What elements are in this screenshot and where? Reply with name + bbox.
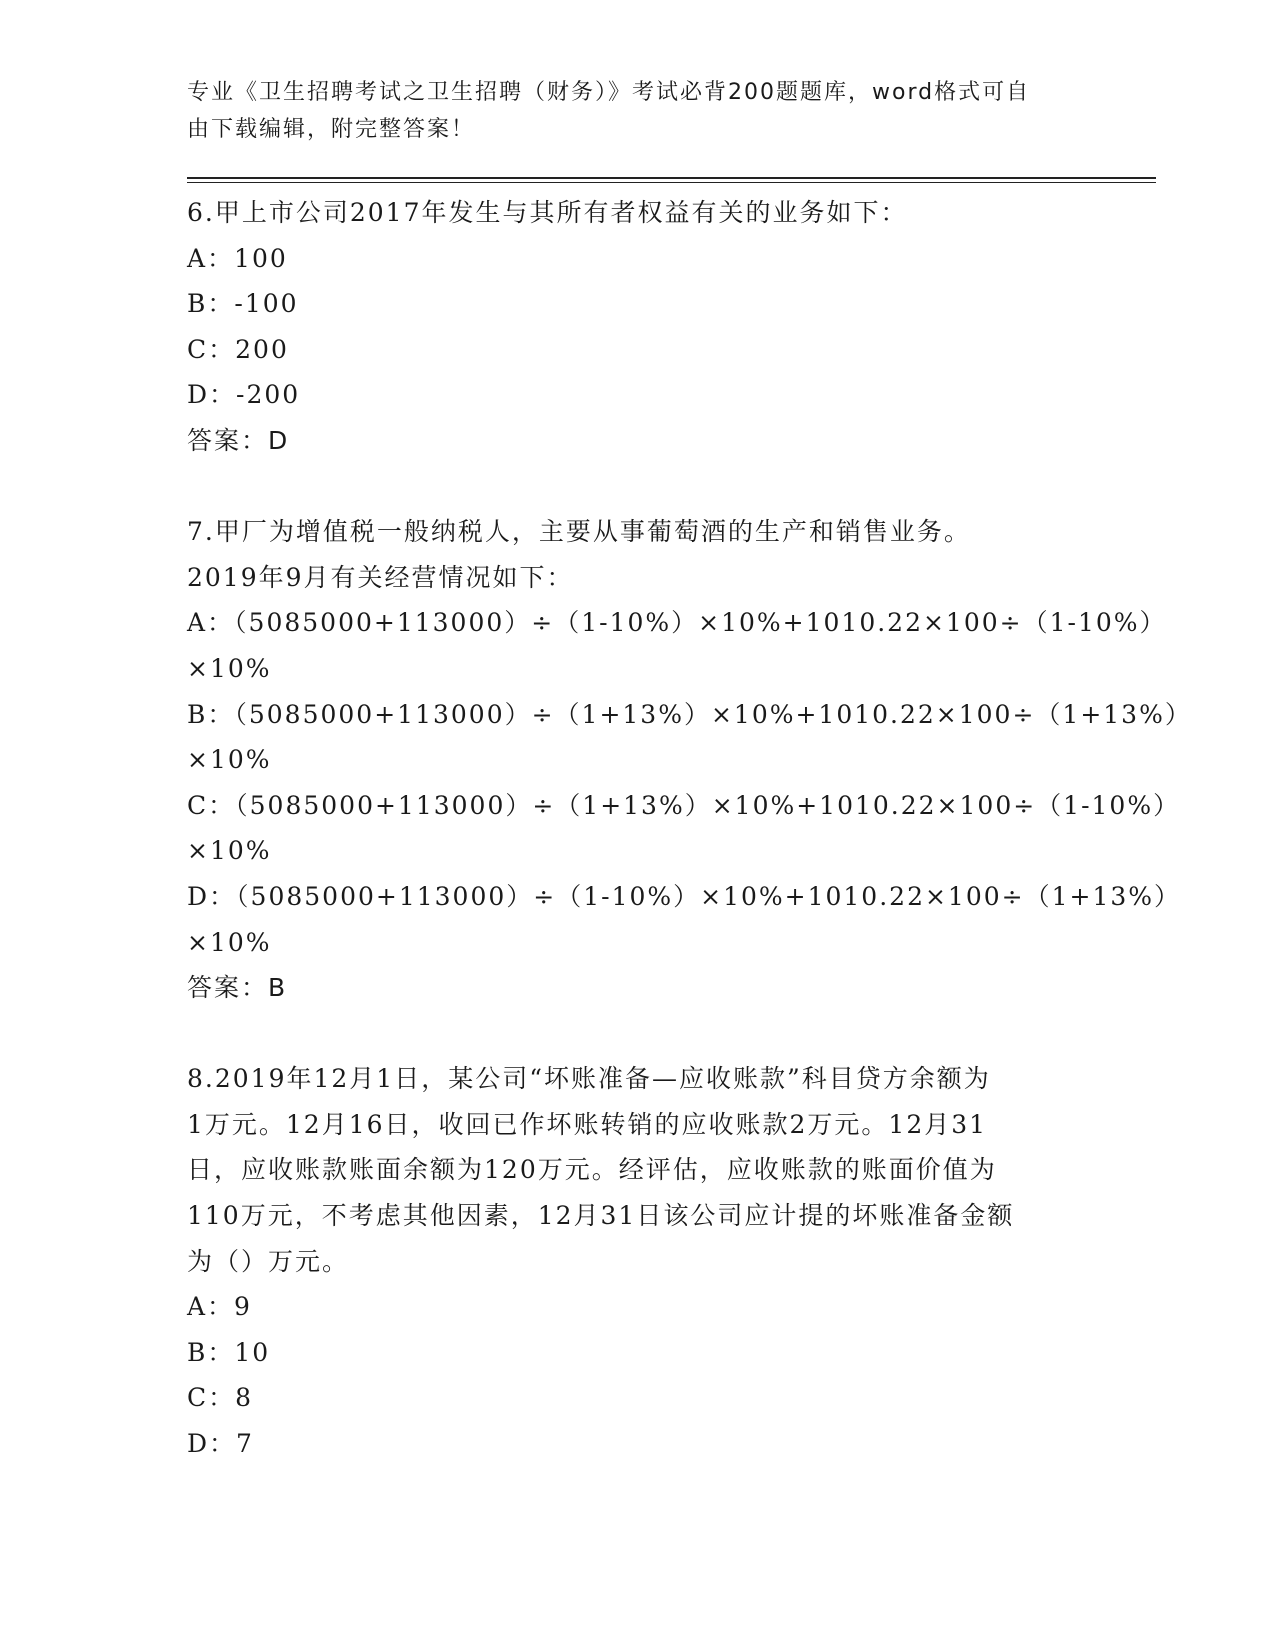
option-c: C：200	[187, 334, 289, 364]
option-d: D：（5085000+113000）÷（1-10%）×10%+1010.22×100÷（1+13%）	[187, 881, 1182, 911]
question-list	[187, 190, 1192, 1467]
question-stem: 6.甲上市公司2017年发生与其所有者权益有关的业务如下：	[187, 198, 908, 227]
option-c-continued: ×10%	[187, 836, 272, 866]
header-line-1: 专业《卫生招聘考试之卫生招聘（财务）》考试必背200题题库，word格式可自	[187, 80, 1031, 105]
option-b: B：-100	[187, 289, 299, 319]
question-stem: 110万元，不考虑其他因素，12月31日该公司应计提的坏账准备金额	[187, 1201, 1015, 1231]
question-spacer	[187, 464, 1107, 510]
question-stem: 8.2019年12月1日，某公司“坏账准备—应收账款”科目贷方余额为	[187, 1064, 991, 1094]
question-8	[187, 1056, 1107, 1466]
header-divider-thick	[187, 177, 1156, 179]
document-header	[187, 74, 1067, 148]
question-stem: 7.甲厂为增值税一般纳税人，主要从事葡萄酒的生产和销售业务。	[187, 517, 971, 547]
option-b: B：10	[187, 1337, 271, 1367]
option-a: A：100	[187, 243, 288, 273]
option-c: C：（5085000+113000）÷（1+13%）×10%+1010.22×100÷（1-10%）	[187, 790, 1181, 820]
option-d: D：7	[187, 1429, 254, 1459]
answer-label: 答案：B	[187, 973, 288, 1003]
option-a: A：（5085000+113000）÷（1-10%）×10%+1010.22×100÷（1-10%）	[187, 608, 1167, 638]
question-stem: 2019年9月有关经营情况如下：	[187, 562, 574, 592]
header-divider-thin	[187, 182, 1156, 183]
option-d-continued: ×10%	[187, 927, 272, 957]
question-7	[187, 509, 1192, 1011]
question-stem: 1万元。12月16日，收回已作坏账转销的应收账款2万元。12月31	[187, 1109, 988, 1139]
question-spacer	[187, 1011, 1107, 1057]
header-line-2: 由下载编辑，附完整答案！	[187, 117, 476, 142]
option-d: D：-200	[187, 380, 301, 410]
option-a: A：9	[187, 1292, 252, 1322]
question-stem: 日，应收账款账面余额为120万元。经评估，应收账款的账面价值为	[187, 1155, 997, 1185]
option-c: C：8	[187, 1383, 254, 1413]
option-b-continued: ×10%	[187, 745, 272, 775]
question-stem: 为（）万元。	[187, 1246, 350, 1276]
option-b: B：（5085000+113000）÷（1+13%）×10%+1010.22×100÷（1+13%）	[187, 699, 1192, 729]
answer-label: 答案：D	[187, 425, 290, 455]
option-a-continued: ×10%	[187, 653, 272, 683]
question-6	[187, 190, 1107, 464]
